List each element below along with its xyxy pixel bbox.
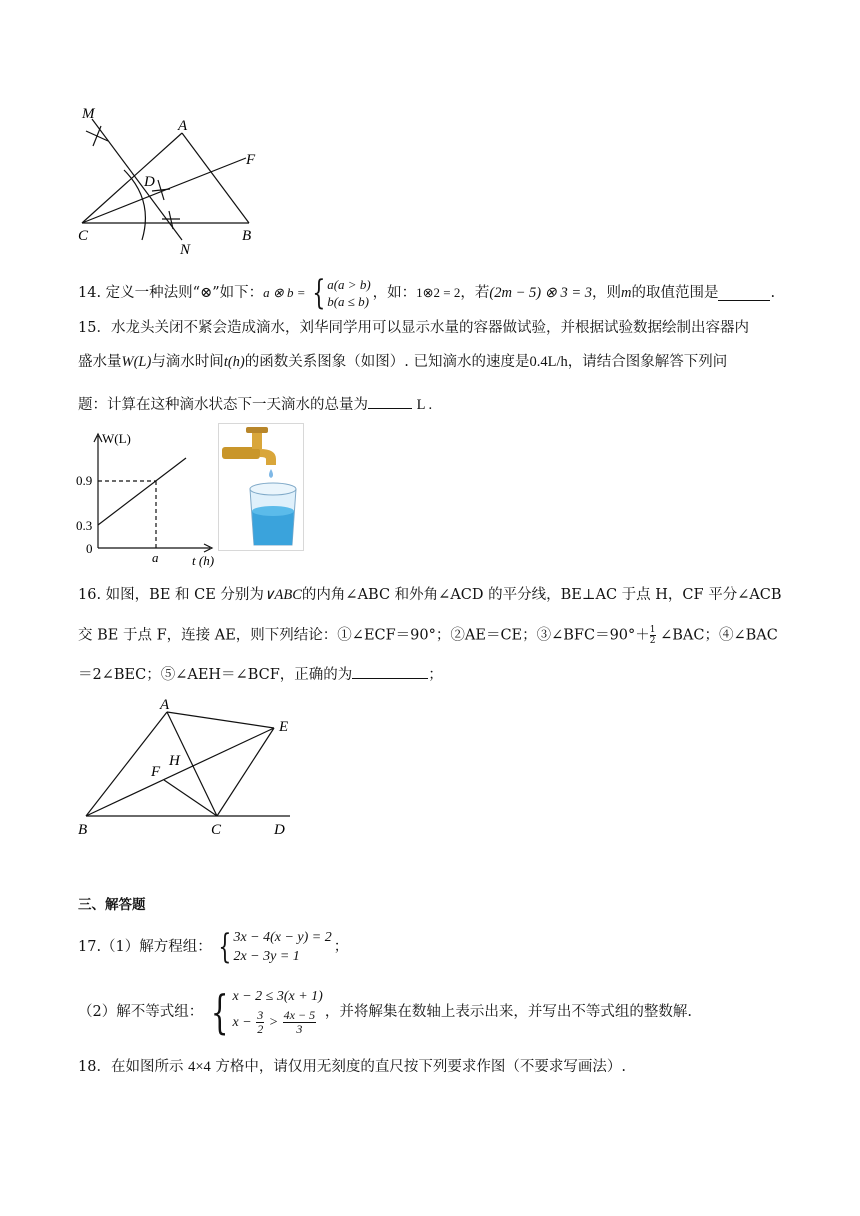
q14-mid: ，如：: [372, 285, 417, 301]
q15-text-a: 盛水量: [78, 354, 122, 370]
q14-intro: 定义一种法则“⊗”如下：: [105, 285, 264, 301]
ineq2-gt: >: [268, 1014, 279, 1030]
label-F: F: [246, 152, 256, 168]
label-D: D: [144, 174, 155, 190]
q15-line-2: [78, 352, 727, 372]
q15-text-b: 与滴水时间: [151, 354, 224, 370]
q17-eq1: 3x − 4(x − y) = 2: [233, 930, 332, 945]
q16-text-a: 16. 如图，BE 和 CE 分别为: [78, 587, 264, 603]
q15-text-c: 的函数关系图象（如图）. 已知滴水的速度是: [244, 354, 530, 370]
q14-case-2: b(a ≤ b): [327, 294, 370, 309]
q15-text-e: 题：计算在这种滴水状态下一天滴水的总量为: [78, 397, 368, 413]
q15-rate: 0.4L/h: [529, 354, 568, 370]
q16-line-1: [78, 585, 782, 605]
q15-t: t(h): [223, 354, 245, 370]
label-B: B: [242, 228, 252, 244]
q17-eq2: 2x − 3y = 1: [233, 949, 300, 964]
half-den: 2: [649, 636, 656, 646]
q14-end: .: [770, 285, 776, 301]
q16-line-3: [78, 664, 443, 685]
q15-unit: L .: [416, 397, 433, 413]
q15-text-d: ，请结合图象解答下列问: [567, 354, 728, 370]
q16-triangle: ∨ABC: [263, 587, 302, 603]
section-title: 三、解答题: [78, 897, 146, 913]
q17-p2-tail: ，并将解集在数轴上表示出来，并写出不等式组的整数解.: [324, 1003, 692, 1020]
q15-line-1: 15．水龙头关闭不紧会造成滴水，刘华同学用可以显示水量的容器做试验，并根据试验数据绘制出容器内: [78, 320, 749, 336]
q16-line-2: [78, 625, 778, 646]
q15-W: W(L): [121, 354, 152, 370]
water-graph: [72, 428, 218, 568]
ineq2-lhs: x −: [232, 1014, 252, 1030]
graph-tick-03: 0.3: [76, 518, 93, 533]
q15-answer-blank[interactable]: [368, 394, 412, 409]
q14-cases: [308, 273, 371, 313]
brace-symbol: {: [218, 927, 232, 967]
q17-part-2: [78, 984, 692, 1039]
q14-var-m: m: [621, 285, 632, 301]
label-C: C: [78, 228, 89, 244]
graph-tick-a: a: [152, 550, 159, 565]
q18-text-a: 18．在如图所示: [78, 1059, 184, 1075]
label-D: D: [274, 822, 285, 838]
q14-case-1: a(a > b): [327, 277, 371, 292]
question-18: [78, 1057, 626, 1077]
question-14: [78, 273, 776, 313]
brace-symbol: {: [311, 273, 325, 313]
q18-text-b: 方格中，请仅用无刻度的直尺按下列要求作图（不要求写画法）.: [215, 1059, 626, 1075]
q14-definition-lhs: a ⊗ b =: [263, 285, 306, 300]
graph-y-label: W(L): [102, 431, 131, 446]
frac1-num: 3: [257, 1008, 264, 1022]
q16-answer-blank[interactable]: [352, 664, 428, 679]
q17-ineq1: x − 2 ≤ 3(x + 1): [232, 989, 323, 1004]
q14-mid2: ，若: [460, 285, 490, 301]
q14-answer-blank[interactable]: [718, 286, 770, 301]
label-N: N: [180, 242, 191, 258]
q17-p2-label: （2）解不等式组：: [78, 1003, 204, 1020]
graph-origin: 0: [86, 541, 93, 556]
faucet-cup-illustration: [218, 423, 304, 551]
label-A: A: [178, 118, 188, 134]
label-M: M: [82, 106, 95, 122]
graph-x-label: t (h): [192, 553, 215, 568]
q14-number: 14.: [78, 285, 102, 301]
q16-text-c: 交 BE 于点 F，连接 AE，则下列结论：①∠ECF＝90°；②AE＝CE；③∠BFC＝90°＋: [78, 627, 650, 644]
q16-text-e: ＝2∠BEC；⑤∠AEH＝∠BCF，正确的为: [78, 667, 353, 683]
half-num: 1: [649, 625, 656, 635]
q15-line-3: [78, 394, 432, 415]
construction-figure: [74, 100, 274, 260]
frac1-den: 2: [257, 1022, 264, 1036]
ineq2-frac-1: [256, 1009, 264, 1036]
ineq2-frac-2: [283, 1009, 316, 1036]
label-A: A: [160, 697, 170, 713]
q16-half: [650, 625, 656, 646]
q17-p1-label: 17.（1）解方程组：: [78, 939, 212, 955]
q16-end: ；: [428, 667, 443, 683]
label-F: F: [151, 764, 161, 780]
graph-tick-09: 0.9: [76, 473, 93, 488]
q17-ineq2: [233, 1009, 323, 1036]
q14-mid3: ，则: [592, 285, 621, 301]
q14-tail: 的取值范围是: [631, 285, 719, 301]
q16-text-d: ∠BAC；④∠BAC: [660, 627, 778, 644]
q16-text-b: 的内角∠ABC 和外角∠ACD 的平分线，BE⊥AC 于点 H，CF 平分∠ACB: [301, 587, 782, 603]
label-B: B: [78, 822, 88, 838]
q17-p1-end: ；: [333, 939, 349, 955]
q18-grid: 4×4: [188, 1059, 211, 1075]
label-E: E: [279, 719, 289, 735]
label-C: C: [211, 822, 222, 838]
q17-equation-system: [214, 928, 332, 966]
frac2-num: 4x − 5: [283, 1008, 316, 1022]
brace-symbol: {: [211, 984, 229, 1039]
q17-part-1: [78, 928, 348, 966]
label-H: H: [169, 753, 180, 769]
q14-example: 1⊗2 = 2: [416, 285, 461, 300]
frac2-den: 3: [296, 1022, 303, 1036]
q16-figure: [74, 695, 304, 845]
q14-condition: (2m − 5) ⊗ 3 = 3: [489, 285, 592, 301]
q17-inequality-system: [205, 984, 323, 1039]
